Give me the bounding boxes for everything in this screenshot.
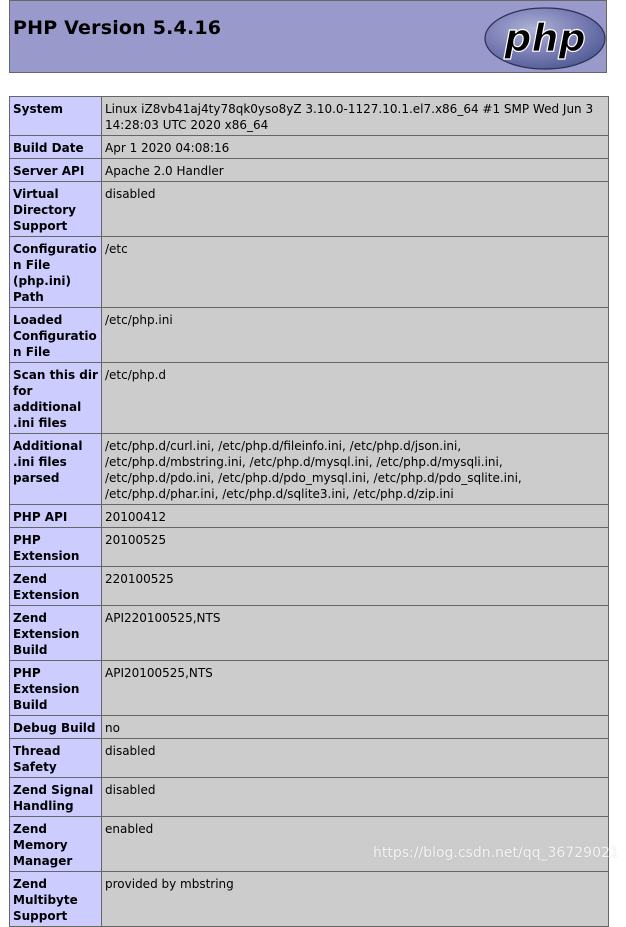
table-row <box>10 716 609 739</box>
table-row <box>10 872 609 927</box>
table-row <box>10 308 609 363</box>
table-row <box>10 528 609 567</box>
row-label: Server API <box>10 159 102 182</box>
row-label: Scan this dir for additional .ini files <box>10 363 102 434</box>
table-row <box>10 159 609 182</box>
row-value: disabled <box>102 182 609 237</box>
info-table <box>9 96 609 927</box>
row-label: Zend Extension Build <box>10 606 102 661</box>
row-value: /etc/php.d <box>102 363 609 434</box>
table-row <box>10 739 609 778</box>
table-row <box>10 661 609 716</box>
logo-text: php <box>504 16 586 60</box>
row-label: Build Date <box>10 136 102 159</box>
row-label: PHP Extension <box>10 528 102 567</box>
table-row <box>10 505 609 528</box>
watermark: https://blog.csdn.net/qq_36729021 <box>373 845 619 861</box>
page-header <box>9 0 607 73</box>
row-label: Virtual Directory Support <box>10 182 102 237</box>
row-value: 220100525 <box>102 567 609 606</box>
row-value: /etc/php.ini <box>102 308 609 363</box>
php-logo[interactable] <box>484 7 606 70</box>
row-label: PHP API <box>10 505 102 528</box>
table-row <box>10 606 609 661</box>
row-label: Loaded Configuration File <box>10 308 102 363</box>
row-value: Linux iZ8vb41aj4ty78qk0yso8yZ 3.10.0-1127.10.1.el7.x86_64 #1 SMP Wed Jun 3 14:28:03 UTC 2020 x86_64 <box>102 97 609 136</box>
row-label: PHP Extension Build <box>10 661 102 716</box>
row-label: Additional .ini files parsed <box>10 434 102 505</box>
row-value: 20100412 <box>102 505 609 528</box>
row-value: API20100525,NTS <box>102 661 609 716</box>
row-value: disabled <box>102 739 609 778</box>
row-label: Configuration File (php.ini) Path <box>10 237 102 308</box>
table-row <box>10 363 609 434</box>
table-row <box>10 97 609 136</box>
row-value: Apache 2.0 Handler <box>102 159 609 182</box>
row-value: API220100525,NTS <box>102 606 609 661</box>
row-value: 20100525 <box>102 528 609 567</box>
row-value: provided by mbstring <box>102 872 609 927</box>
row-value: enabled <box>102 817 609 872</box>
row-label: Debug Build <box>10 716 102 739</box>
table-row <box>10 136 609 159</box>
table-row <box>10 182 609 237</box>
table-row <box>10 817 609 872</box>
row-label: Zend Signal Handling <box>10 778 102 817</box>
row-label: Zend Memory Manager <box>10 817 102 872</box>
table-row <box>10 237 609 308</box>
page-title: PHP Version 5.4.16 <box>13 17 222 39</box>
table-row <box>10 778 609 817</box>
table-row <box>10 434 609 505</box>
row-label: Zend Extension <box>10 567 102 606</box>
row-value: /etc/php.d/curl.ini, /etc/php.d/fileinfo.ini, /etc/php.d/json.ini, /etc/php.d/mbstring.ini, /etc/php.d/mysql.ini, /etc/php.d/mysqli.ini, /etc/php.d/pdo.ini, /etc/php.d/pdo_mysql.ini, /etc/php.d/pdo_sqlite.ini, /etc/php.d/phar.ini, /etc/php.d/sqlite3.ini, /etc/php.d/zip.ini <box>102 434 609 505</box>
row-value: disabled <box>102 778 609 817</box>
row-label: Zend Multibyte Support <box>10 872 102 927</box>
row-value: no <box>102 716 609 739</box>
row-label: Thread Safety <box>10 739 102 778</box>
row-value: /etc <box>102 237 609 308</box>
row-label: System <box>10 97 102 136</box>
table-row <box>10 567 609 606</box>
row-value: Apr 1 2020 04:08:16 <box>102 136 609 159</box>
